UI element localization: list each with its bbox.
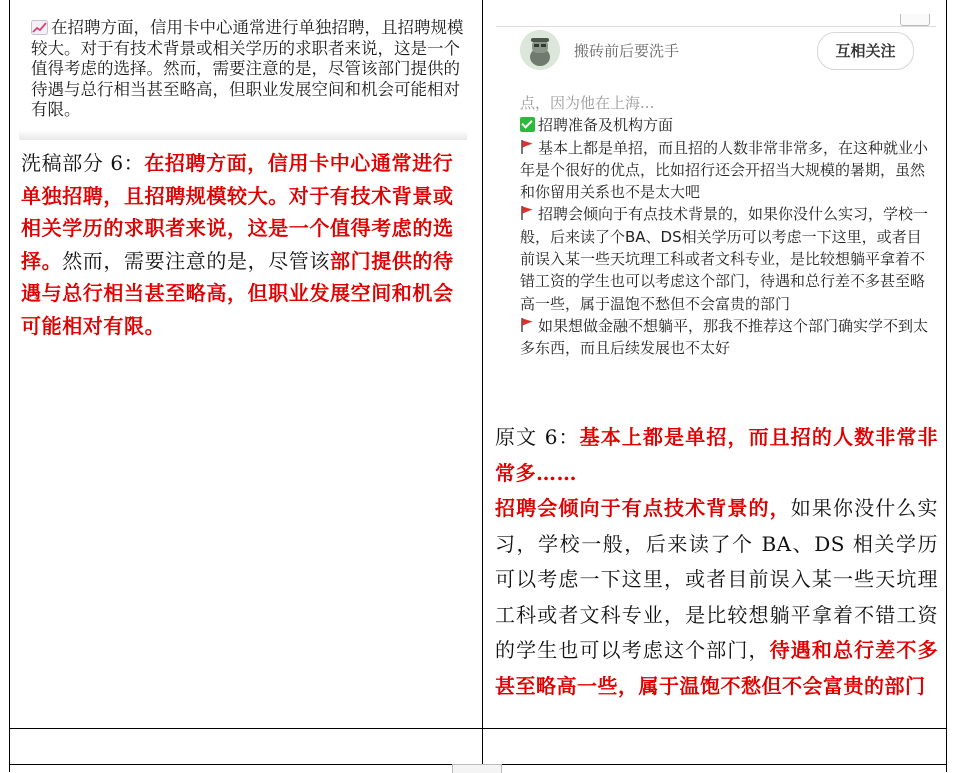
original-line-2 bbox=[495, 491, 938, 704]
table-border-left bbox=[9, 0, 10, 772]
check-mark-icon bbox=[520, 117, 535, 132]
username[interactable]: 搬砖前后要洗手 bbox=[574, 42, 680, 60]
table-border-right bbox=[946, 0, 947, 772]
post-line-heading bbox=[520, 114, 930, 136]
post-line-2 bbox=[520, 203, 930, 314]
red-flag-icon bbox=[520, 205, 534, 221]
table-border-middle bbox=[482, 0, 483, 772]
post-heading-text: 招聘准备及机构方面 bbox=[538, 116, 674, 135]
left-screenshot-snippet bbox=[19, 12, 467, 140]
post-line-3-text: 如果想做金融不想躺平，那我不推荐这个部门确实学不到太多东西，而且后续发展也不太好 bbox=[520, 316, 929, 358]
original-highlight-3: 待遇和总行差不多甚至略高一些，属于温饱不愁但不会富贵的部门 bbox=[495, 638, 938, 698]
window-control bbox=[900, 14, 930, 26]
mutual-follow-button[interactable]: 互相关注 bbox=[817, 32, 914, 70]
rewrite-normal-1: 然而，需要注意的是，尽管该 bbox=[62, 248, 331, 273]
right-screenshot-snippet bbox=[496, 14, 936, 411]
chart-increasing-icon bbox=[31, 20, 48, 35]
left-snippet-text: 在招聘方面，信用卡中心通常进行单独招聘，且招聘规模较大。对于有技术背景或相关学历的求职者来说，这是一个值得考虑的选择。然而，需要注意的是，尽管该部门提供的待遇与总行相当甚至略高，但职业发展空间和机会可能相对有限。 bbox=[31, 18, 464, 119]
original-label: 原文 6： bbox=[495, 425, 580, 449]
post-line-1 bbox=[520, 137, 930, 204]
post-line-2-text: 招聘会倾向于有点技术背景的，如果你没什么实习，学校一般，后来读了个BA、DS相关学历可以考虑一下这里，或者目前误入某一些天坑理工科或者文科专业，是比较想躺平拿着不错工资的学生也可以考虑这个部门，待遇和总行差不多甚至略高一些，属于温饱不愁但不会富贵的部门 bbox=[520, 205, 929, 313]
post-content bbox=[520, 92, 930, 360]
original-line-1 bbox=[495, 420, 938, 491]
post-line-3 bbox=[520, 315, 930, 360]
original-highlight-2: 招聘会倾向于有点技术背景的， bbox=[495, 496, 791, 520]
avatar[interactable] bbox=[520, 30, 560, 70]
snippet-bottom-fade bbox=[496, 397, 936, 411]
rewrite-highlight-1: 在招聘方面，信用卡中心通常进行单独招聘，且招聘规模较大。对于有技术背景或相关学历的求职者来说，这是一个值得考虑的选择。 bbox=[21, 151, 454, 273]
original-normal-1: 如果你没什么实习，学校一般，后来读了个 BA、DS 相关学历可以考虑一下这里，或者目前误入某一些天坑理工科或者文科专业，是比较想躺平拿着不错工资的学生也可以考虑这个部门， bbox=[495, 496, 938, 662]
rewrite-highlight-2: 部门提供的待遇与总行相当甚至略高，但职业发展空间和机会可能相对有限。 bbox=[21, 248, 454, 338]
avatar-icon bbox=[520, 30, 560, 70]
snippet-bottom-fade bbox=[19, 130, 467, 140]
original-paragraph bbox=[495, 420, 938, 704]
red-flag-icon bbox=[520, 139, 534, 155]
table-row-divider bbox=[9, 728, 947, 729]
red-flag-icon bbox=[520, 317, 534, 333]
rewrite-label: 洗稿部分 6： bbox=[21, 151, 145, 175]
left-snippet-text-block bbox=[31, 18, 467, 121]
original-highlight-1: 基本上都是单招，而且招的人数非常非常多…… bbox=[495, 425, 938, 485]
snippet-top-bar bbox=[496, 14, 936, 27]
post-line-clipped: 点，因为他在上海... bbox=[520, 94, 655, 112]
post-line-1-text: 基本上都是单招，而且招的人数非常非常多，在这种就业小年是个很好的优点，比如招行还会开招当大规模的暑期，虽然和你留用关系也不是太大吧 bbox=[520, 138, 929, 202]
rewrite-paragraph bbox=[21, 147, 473, 342]
